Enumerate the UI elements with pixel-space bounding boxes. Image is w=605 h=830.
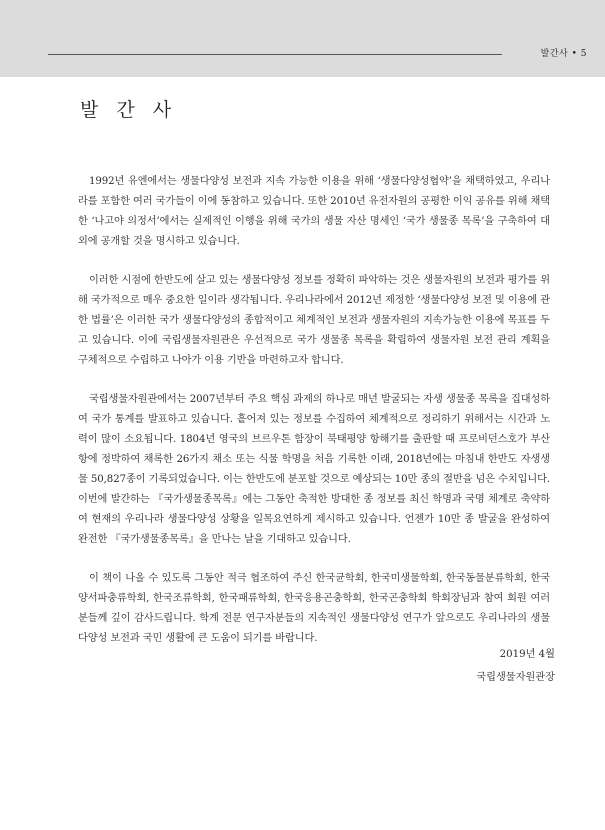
running-head: 발간사 • 5 [540, 49, 587, 59]
paragraph-1: 1992년 유엔에서는 생물다양성 보전과 지속 가능한 이용을 위해 ‘생물다양성협약’을 채택하였고, 우리나라를 포함한 여러 국가들이 이에 동참하고 있습니다. 또한 2010년 유전자원의 공평한 이익 공유를 위해 채택한 ‘나고야 의정서’에서는 실제적인 이행을 위해 국가의 생물 자산 명세인 ‘국가 생물종 목록’을 구축하여 대외에 공개할 것을 명시하고 있습니다. [78, 176, 550, 247]
page-title: 발 간 사 [80, 99, 178, 121]
publication-date: 2019년 4월 [499, 649, 555, 660]
paragraph-4: 이 책이 나올 수 있도록 그동안 적극 협조하여 주신 한국균학회, 한국미생물학회, 한국동물분류학회, 한국양서파충류학회, 한국조류학회, 한국패류학회, 한국응용곤충학회, 한국곤충학회 학회장님과 참여 회원 여러분들께 깊이 감사드립니다. 학계 전문 연구자분들의 지속적인 생물다양성 연구가 앞으로도 우리나라의 생물다양성 보전과 국민 생활에 큰 도움이 되기를 바랍니다. [78, 573, 550, 644]
signatory: 국립생물자원관장 [476, 672, 555, 683]
header-rule [48, 54, 502, 55]
paragraph-2: 이러한 시점에 한반도에 살고 있는 생물다양성 정보를 정확히 파악하는 것은 생물자원의 보전과 평가를 위해 국가적으로 매우 중요한 일이라 생각됩니다. 우리나라에서 2012년 제정한 ‘생물다양성 보전 및 이용에 관한 법률’은 이러한 국가 생물다양성의 종합적이고 체계적인 보전과 생물자원의 지속가능한 이용에 목표를 두고 있습니다. 이에 국립생물자원관은 우선적으로 국가 생물종 목록을 확립하여 생물자원 보전 관리 계획을 구체적으로 수립하고 나아가 이용 기반을 마련하고자 합니다. [78, 275, 550, 366]
body-text [78, 172, 550, 668]
header-band [0, 0, 605, 77]
paragraph-3: 국립생물자원관에서는 2007년부터 주요 핵심 과제의 하나로 매년 발굴되는 자생 생물종 목록을 집대성하여 국가 통계를 발표하고 있습니다. 흩어져 있는 정보를 수집하여 체계적으로 정리하기 위해서는 시간과 노력이 많이 소요됩니다. 1804년 영국의 브르우톤 함장이 북태평양 항해기를 출판할 때 프로비던스호가 부산항에 정박하여 채록한 26가지 채소 또는 식물 학명을 처음 기록한 이래, 2018년에는 마침내 한반도 자생생물 50,827종이 기록되었습니다. 이는 한반도에 분포할 것으로 예상되는 10만 종의 절반을 넘은 수치입니다. 이번에 발간하는 『국가생물종목록』에는 그동안 축적한 방대한 종 정보를 최신 학명과 국명 체계로 축약하여 현재의 우리나라 생물다양성 상황을 일목요연하게 제시하고 있습니다. 언젠가 10만 종 발굴을 완성하여 완전한 『국가생물종목록』을 만나는 날을 기대하고 있습니다. [78, 394, 550, 545]
